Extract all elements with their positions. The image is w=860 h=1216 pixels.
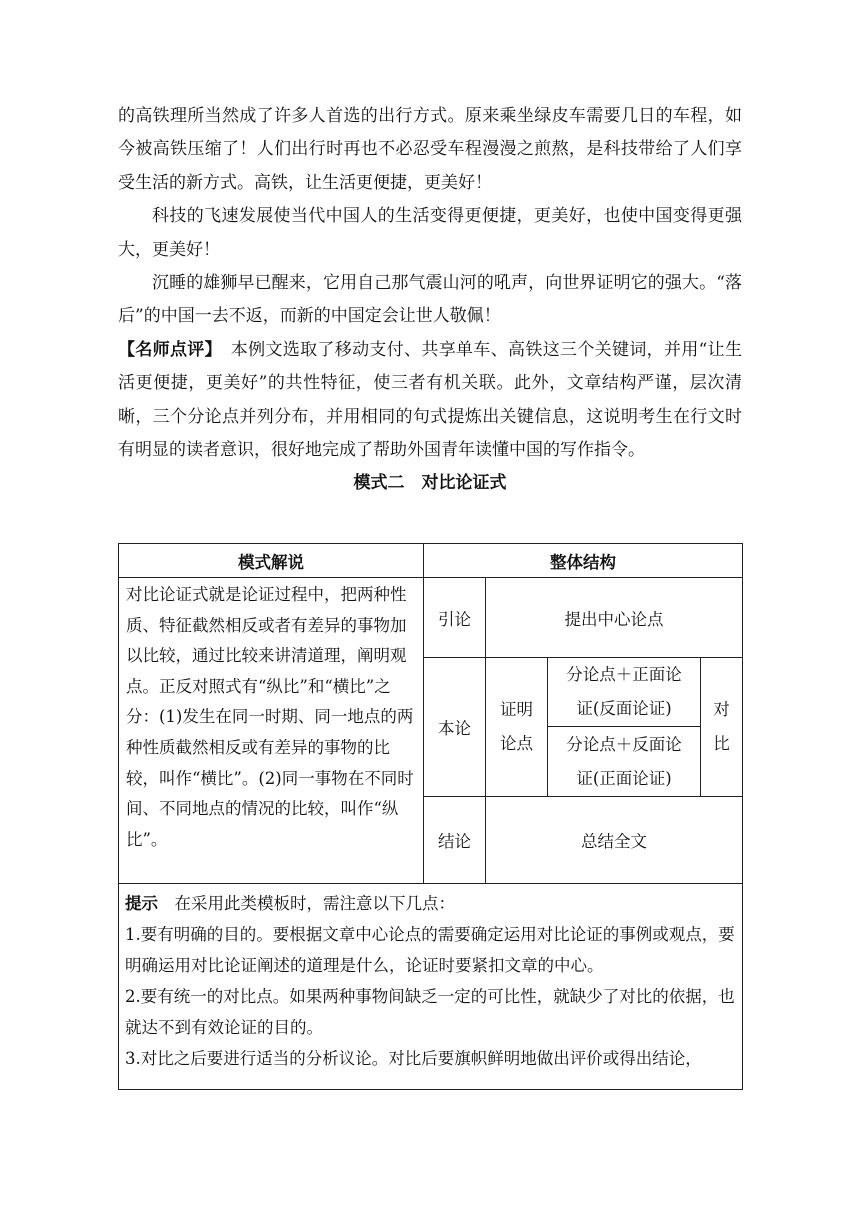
- essay-body: [118, 100, 742, 500]
- conclusion-content: 总结全文: [486, 797, 743, 884]
- essay-paragraph-3: 沉睡的雄狮早已醒来，它用自己那气震山河的吼声，向世界证明它的强大。“落后”的中国一去不返，而新的中国定会让世人敬佩！: [118, 273, 742, 327]
- header-overall-structure: 整体结构: [424, 544, 743, 578]
- intro-content: 提出中心论点: [486, 578, 743, 658]
- essay-paragraph-1: 的高铁理所当然成了许多人首选的出行方式。原来乘坐绿皮车需要几日的车程，如今被高铁压缩了！人们出行时再也不必忍受车程漫漫之煎熬，是科技带给了人们享受生活的新方式。高铁，让生活更便捷，更美好！: [118, 106, 742, 193]
- header-mode-explanation: 模式解说: [119, 544, 424, 578]
- tip-item-3: 3.对比之后要进行适当的分析议论。对比后要旗帜鲜明地做出评价或得出结论，: [125, 1049, 702, 1068]
- teacher-comment: [118, 334, 742, 468]
- sub-argument-1: 分论点＋正面论 证(反面论证): [548, 658, 701, 727]
- contrast-label: 对 比: [701, 658, 743, 797]
- tips-label: 提示: [125, 894, 158, 913]
- mode-explanation-text: 对比论证式就是论证过程中，把两种性质、特征截然相反或者有差异的事物加以比较，通过比较来讲清道理，阐明观点。正反对照式有“纵比”和“横比”之分：(1)发生在同一时期、同一地点的两种性质截然相反或有差异的事物的比较，叫作“横比”。(2)同一事物在不同时间、不同地点的情况的比较，叫作“纵比”。: [119, 578, 424, 884]
- tip-item-2: 2.要有统一的对比点。如果两种事物间缺乏一定的可比性，就缺少了对比的依据，也就达不到有效论证的目的。: [125, 987, 735, 1037]
- tips-cell: [119, 884, 743, 1090]
- teacher-comment-text: 本例文选取了移动支付、共享单车、高铁这三个关键词，并用“让生活更便捷，更美好”的共性特征，使三者有机关联。此外，文章结构严谨，层次清晰，三个分论点并列分布，并用相同的句式提炼出关键信息，这说明考生在行文时有明显的读者意识，很好地完成了帮助外国青年读懂中国的写作指令。: [118, 339, 742, 461]
- tip-item-1: 1.要有明确的目的。要根据文章中心论点的需要确定运用对比论证的事例或观点，要明确运用对比论证阐述的道理是什么，论证时要紧扣文章的中心。: [125, 925, 735, 975]
- section-title: 模式二 对比论证式: [353, 473, 507, 494]
- conclusion-label: 结论: [424, 797, 486, 884]
- intro-label: 引论: [424, 578, 486, 658]
- sub-argument-2: 分论点＋反面论 证(正面论证): [548, 727, 701, 797]
- essay-paragraph-2: 科技的飞速发展使当代中国人的生活变得更便捷，更美好，也使中国变得更强大，更美好！: [118, 206, 742, 260]
- teacher-comment-label: 【名师点评】: [118, 339, 214, 360]
- tips-intro: 提示 在采用此类模板时，需注意以下几点：: [125, 894, 455, 913]
- proof-label: 证明 论点: [486, 658, 548, 797]
- body-label: 本论: [424, 658, 486, 797]
- mode-table: [118, 543, 743, 1090]
